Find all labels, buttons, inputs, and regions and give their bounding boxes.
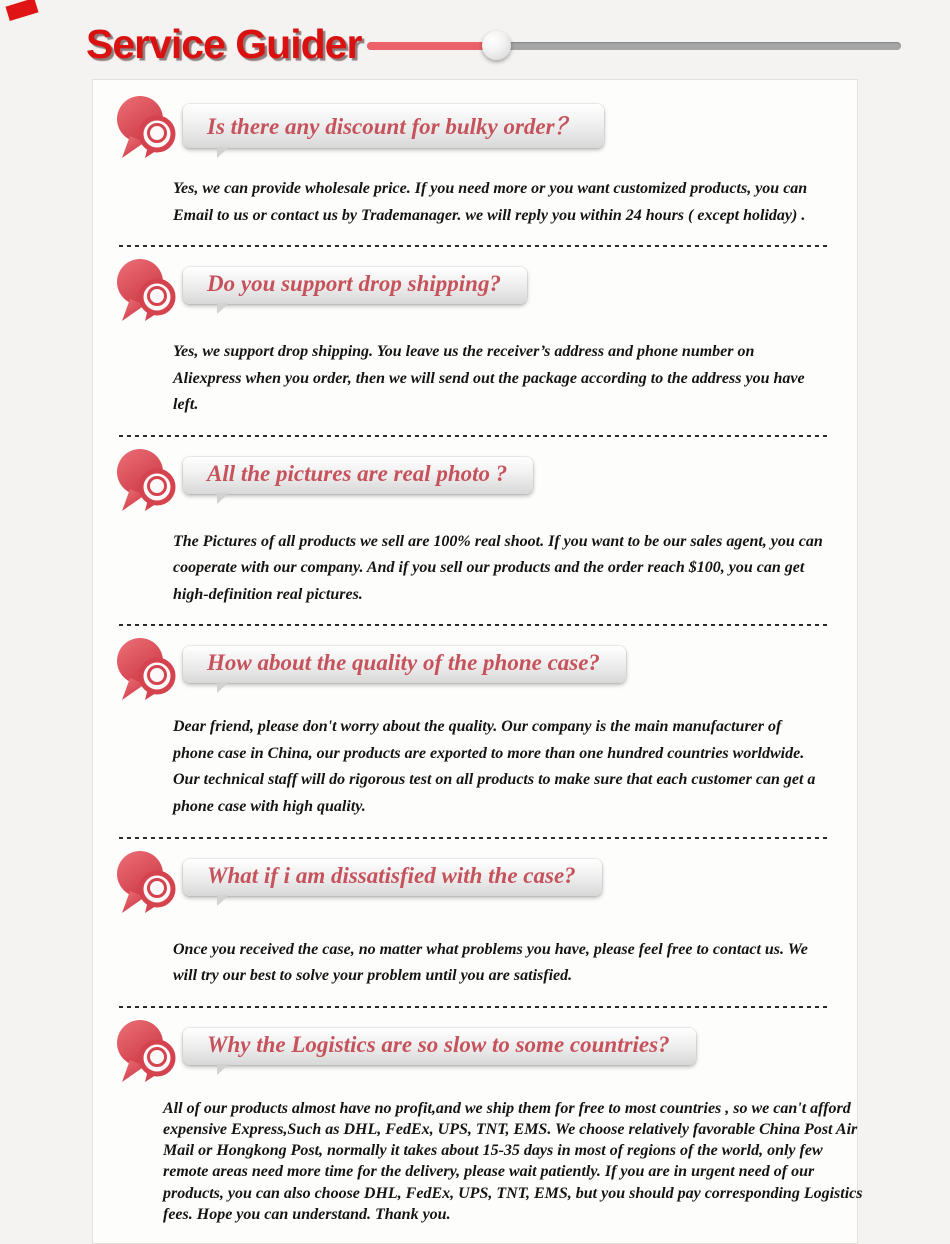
question-bubble bbox=[183, 104, 604, 148]
answer-text: All of our products almost have no profit,and we ship them for free to most countries , so we can't afford expensive Express,Such as DHL, FedEx, UPS, TNT, EMS. We choose relatively favorable China Post Air Mail or Hongkong Post, normally it takes about 15-35 days in most of regions of the world, only few remote areas need more time for the delivery, please wait patiently. If you are in urgent need of our products, you can also choose DHL, FedEx, UPS, TNT, EMS, but you should pay corresponding Logistics fees. Hope you can understand. Thank you. bbox=[163, 1099, 863, 1223]
question-text: Why the Logistics are so slow to some countries? bbox=[207, 1031, 670, 1057]
chat-bubbles-icon bbox=[109, 255, 183, 329]
question-text: How about the quality of the phone case? bbox=[207, 650, 600, 676]
chat-bubbles-icon bbox=[109, 847, 183, 921]
faq-panel bbox=[92, 79, 863, 1244]
dashed-divider bbox=[119, 245, 831, 247]
slider-fill bbox=[367, 42, 499, 50]
faq-item-5 bbox=[93, 841, 857, 1002]
question-bubble bbox=[183, 859, 602, 896]
question-row bbox=[93, 90, 857, 166]
question-text: Do you support drop shipping? bbox=[207, 271, 501, 297]
faq-item-3 bbox=[93, 439, 857, 621]
answer-text: The Pictures of all products we sell are 100% real shoot. If you want to be our sales agent, you can cooperate with our company. And if you sell our products and the order reach $100, you can get high-definition real pictures. bbox=[173, 532, 823, 603]
header bbox=[0, 0, 950, 79]
faq-item-1 bbox=[93, 86, 857, 241]
question-bubble bbox=[183, 1028, 696, 1065]
answer-text: Once you received the case, no matter what problems you have, please feel free to contact us. We will try our best to solve your problem until you are satisfied. bbox=[173, 940, 808, 985]
dashed-divider bbox=[119, 624, 831, 626]
chat-bubbles-icon bbox=[109, 634, 183, 708]
question-text: Is there any discount for bulky order？ bbox=[207, 114, 578, 139]
dashed-divider bbox=[119, 1006, 831, 1008]
faq-item-6 bbox=[93, 1010, 863, 1234]
question-row bbox=[93, 253, 857, 329]
question-bubble bbox=[183, 457, 533, 494]
faq-item-4 bbox=[93, 628, 857, 832]
question-text: What if i am dissatisfied with the case? bbox=[207, 862, 576, 888]
answer-text: Yes, we can provide wholesale price. If you need more or you want customized products, you can Email to us or contact us by Trademanager. we will reply you within 24 hours ( except holiday) . bbox=[173, 180, 808, 224]
question-row bbox=[93, 443, 857, 519]
question-bubble bbox=[183, 646, 626, 683]
dashed-divider bbox=[119, 837, 831, 839]
faq-item-2 bbox=[93, 249, 857, 431]
progress-slider bbox=[367, 31, 901, 59]
answer-text: Dear friend, please don't worry about the quality. Our company is the main manufacturer of phone case in China, our products are exported to more than one hundred countries worldwide. Our technical staff will do rigorous test on all products to make sure that each customer can get a phone case with high quality. bbox=[173, 718, 816, 816]
question-row bbox=[93, 1014, 857, 1090]
slider-handle bbox=[482, 31, 511, 60]
answer-text: Yes, we support drop shipping. You leave us the receiver’s address and phone number on Aliexpress when you order, then we will send out the package according to the address you have left. bbox=[173, 343, 805, 414]
question-row bbox=[93, 632, 857, 708]
chat-bubbles-icon bbox=[109, 92, 183, 166]
question-text: All the pictures are real photo ? bbox=[207, 460, 508, 486]
page-title: Service Guider bbox=[86, 21, 362, 67]
dashed-divider bbox=[119, 435, 831, 437]
chat-bubbles-icon bbox=[109, 445, 183, 519]
question-row bbox=[93, 845, 857, 921]
question-bubble bbox=[183, 267, 527, 304]
chat-bubbles-icon bbox=[109, 1016, 183, 1090]
